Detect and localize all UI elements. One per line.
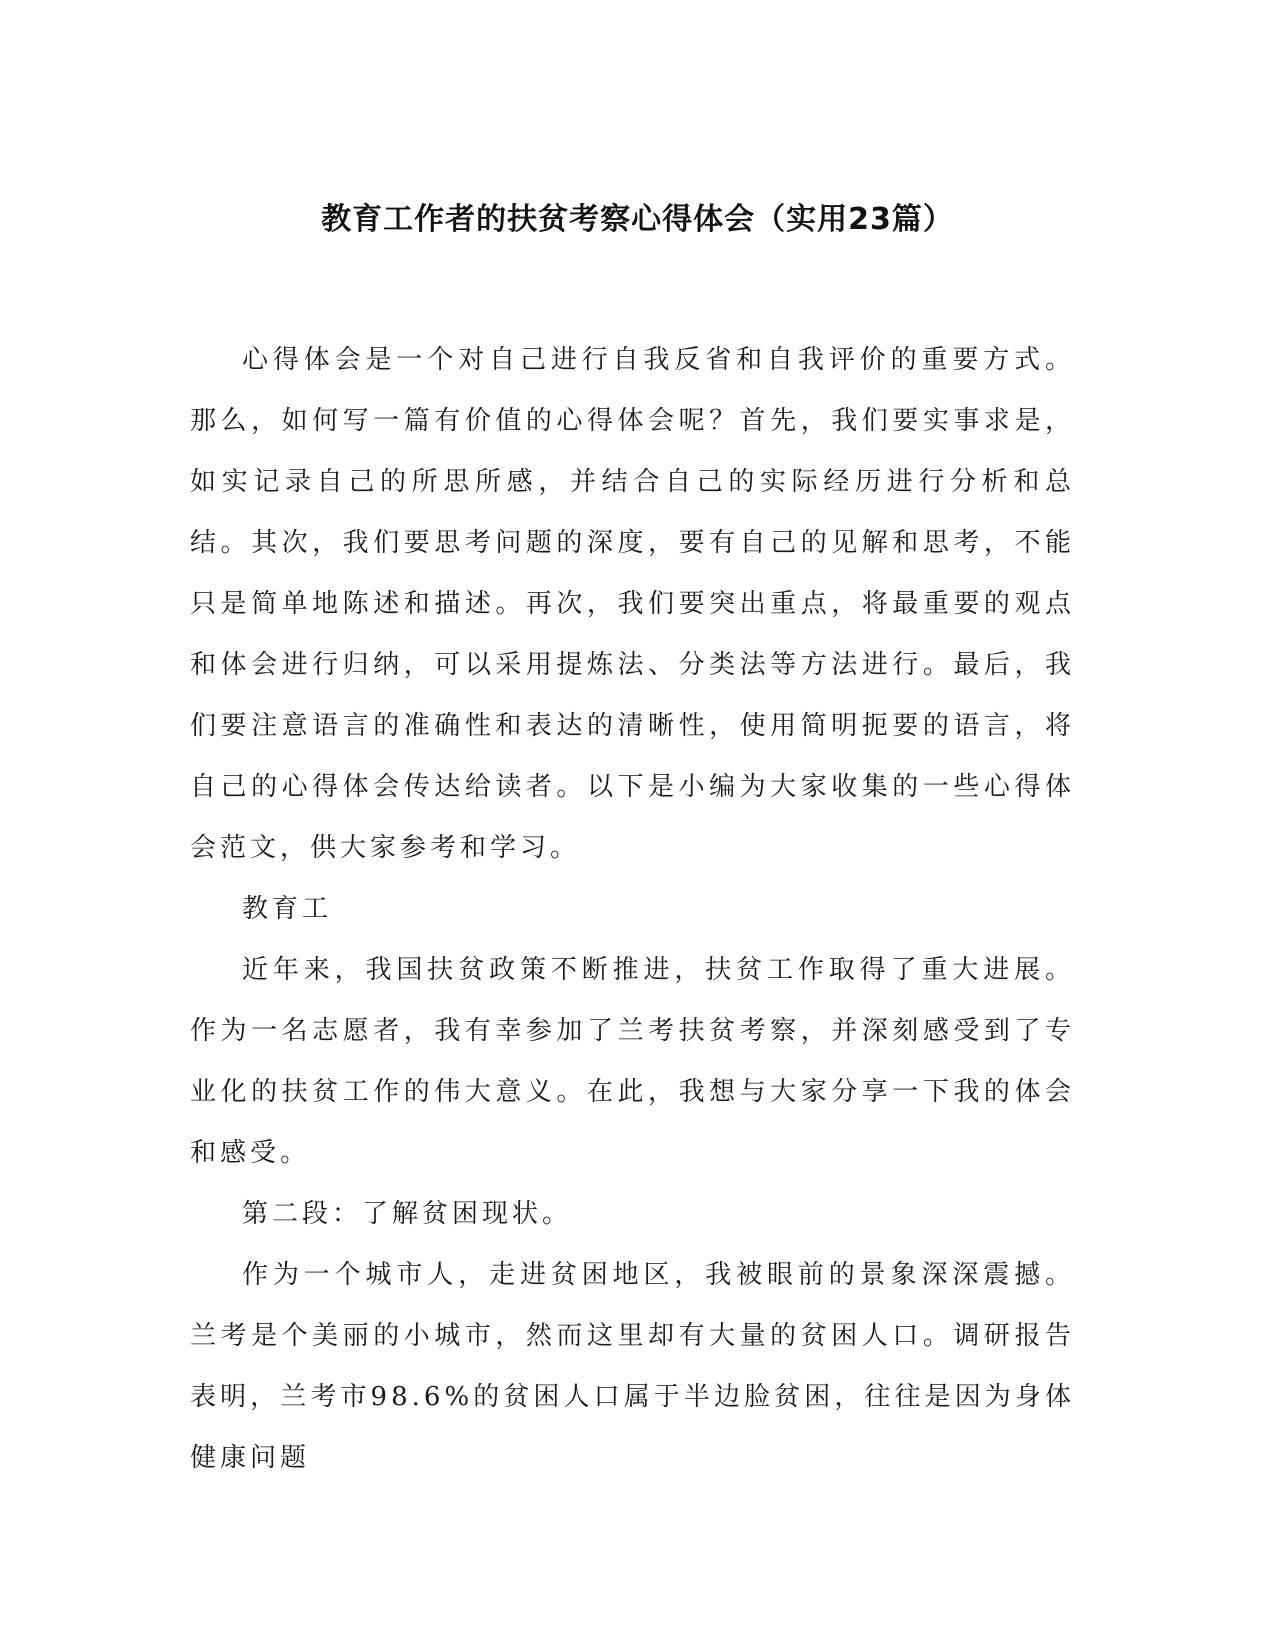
paragraph-intro: 心得体会是一个对自己进行自我反省和自我评价的重要方式。那么，如何写一篇有价值的心得体会呢？首先，我们要实事求是，如实记录自己的所思所感，并结合自己的实际经历进行分析和总结。其次，我们要思考问题的深度，要有自己的见解和思考，不能只是简单地陈述和描述。再次，我们要突出重点，将最重要的观点和体会进行归纳，可以采用提炼法、分类法等方法进行。最后，我们要注意语言的准确性和表达的清晰性，使用简明扼要的语言，将自己的心得体会传达给读者。以下是小编为大家收集的一些心得体会范文，供大家参考和学习。	[190, 345, 1075, 863]
paragraph-section-heading: 第二段：了解贫困现状。	[242, 1199, 573, 1229]
paragraph-volunteer: 近年来，我国扶贫政策不断推进，扶贫工作取得了重大进展。作为一名志愿者，我有幸参加了兰考扶贫考察，并深刻感受到了专业化的扶贫工作的伟大意义。在此，我想与大家分享一下我的体会和感受。	[190, 955, 1075, 1168]
paragraph-section-label: 教育工	[242, 894, 333, 924]
document-body	[190, 330, 1075, 1489]
document-title: 教育工作者的扶贫考察心得体会（实用23篇）	[321, 202, 954, 237]
paragraph-poverty-status: 作为一个城市人，走进贫困地区，我被眼前的景象深深震撼。兰考是个美丽的小城市，然而这里却有大量的贫困人口。调研报告表明，兰考市98.6%的贫困人口属于半边脸贫困，往往是因为身体健康问题	[190, 1260, 1075, 1473]
